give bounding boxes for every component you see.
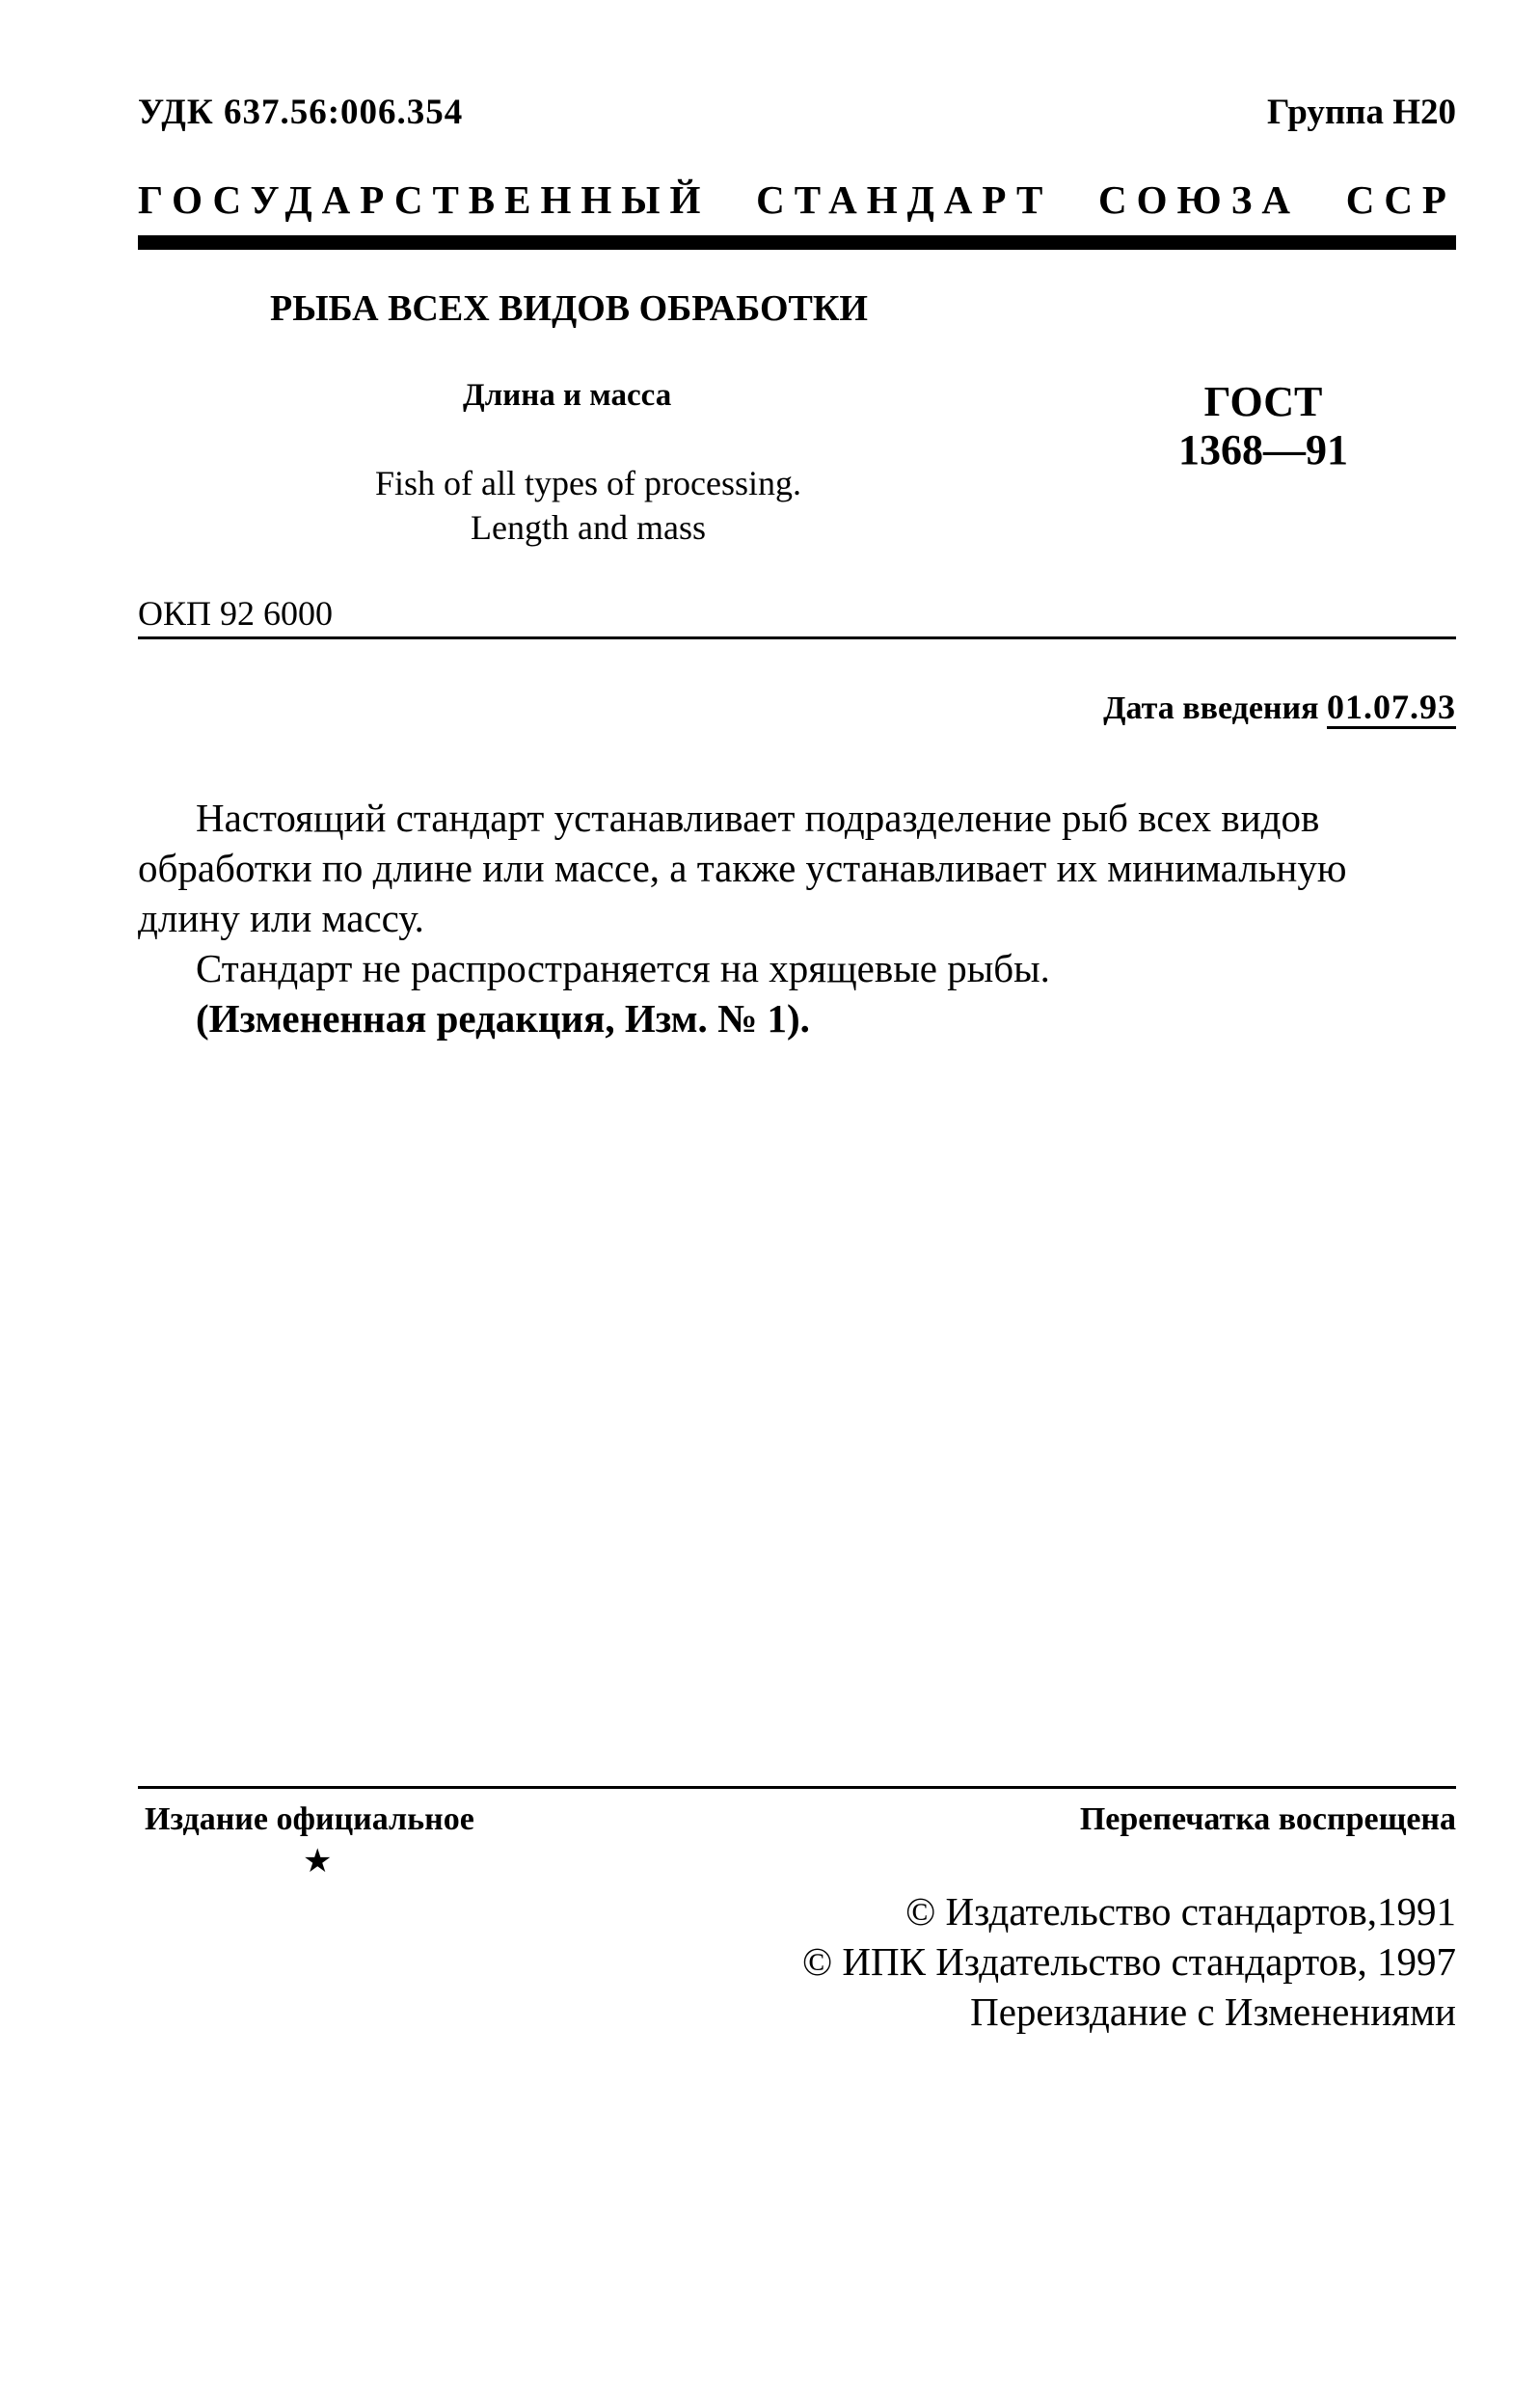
okp-rule bbox=[138, 636, 1456, 639]
introduction-date bbox=[1103, 687, 1456, 727]
copyright-line-2: © ИПК Издательство стандартов, 1997 bbox=[801, 1939, 1456, 1984]
group-code: Группа Н20 bbox=[1267, 93, 1456, 132]
star-icon: ★ bbox=[303, 1844, 333, 1880]
reprint-prohibited: Перепечатка воспрещена bbox=[1079, 1801, 1456, 1837]
english-title bbox=[289, 461, 887, 550]
footer-rule bbox=[138, 1786, 1456, 1789]
english-title-line-2: Length and mass bbox=[471, 508, 706, 547]
gost-designation bbox=[1148, 378, 1379, 474]
heading-word-2: СТАНДАРТ bbox=[756, 177, 1053, 222]
scope-paragraph: Настоящий стандарт устанавливает подразделение рыб всех видов обработки по длине или массе, а также устанавливает их минимальную длину или массу. bbox=[138, 796, 1347, 940]
heading-word-3: СОЮЗА bbox=[1098, 177, 1300, 222]
amendment-note: (Измененная редакция, Изм. № 1). bbox=[196, 996, 810, 1041]
reissue-note: Переиздание с Изменениями bbox=[970, 1989, 1456, 2034]
introduction-date-value: 01.07.93 bbox=[1327, 688, 1456, 726]
body-text bbox=[138, 793, 1456, 1043]
udk-code: УДК 637.56:006.354 bbox=[138, 93, 464, 132]
gost-label: ГОСТ bbox=[1203, 378, 1323, 425]
exclusion-paragraph: Стандарт не распространяется на хрящевые рыбы. bbox=[196, 946, 1050, 990]
heading-word-1: ГОСУДАРСТВЕННЫЙ bbox=[138, 177, 711, 222]
okp-code: ОКП 92 6000 bbox=[138, 594, 334, 633]
heading-rule bbox=[138, 235, 1456, 250]
official-edition: Издание официальное bbox=[145, 1801, 474, 1837]
document-title: РЫБА ВСЕХ ВИДОВ ОБРАБОТКИ bbox=[270, 288, 868, 329]
introduction-date-label: Дата введения bbox=[1103, 690, 1319, 726]
copyright-line-1: © Издательство стандартов,1991 bbox=[905, 1889, 1456, 1934]
copyright-block bbox=[588, 1886, 1456, 2037]
document-subtitle: Длина и масса bbox=[463, 378, 672, 413]
state-standard-heading bbox=[138, 176, 1456, 223]
english-title-line-1: Fish of all types of processing. bbox=[375, 464, 801, 502]
gost-number: 1368—91 bbox=[1178, 426, 1348, 473]
heading-word-4: ССР bbox=[1345, 177, 1456, 222]
